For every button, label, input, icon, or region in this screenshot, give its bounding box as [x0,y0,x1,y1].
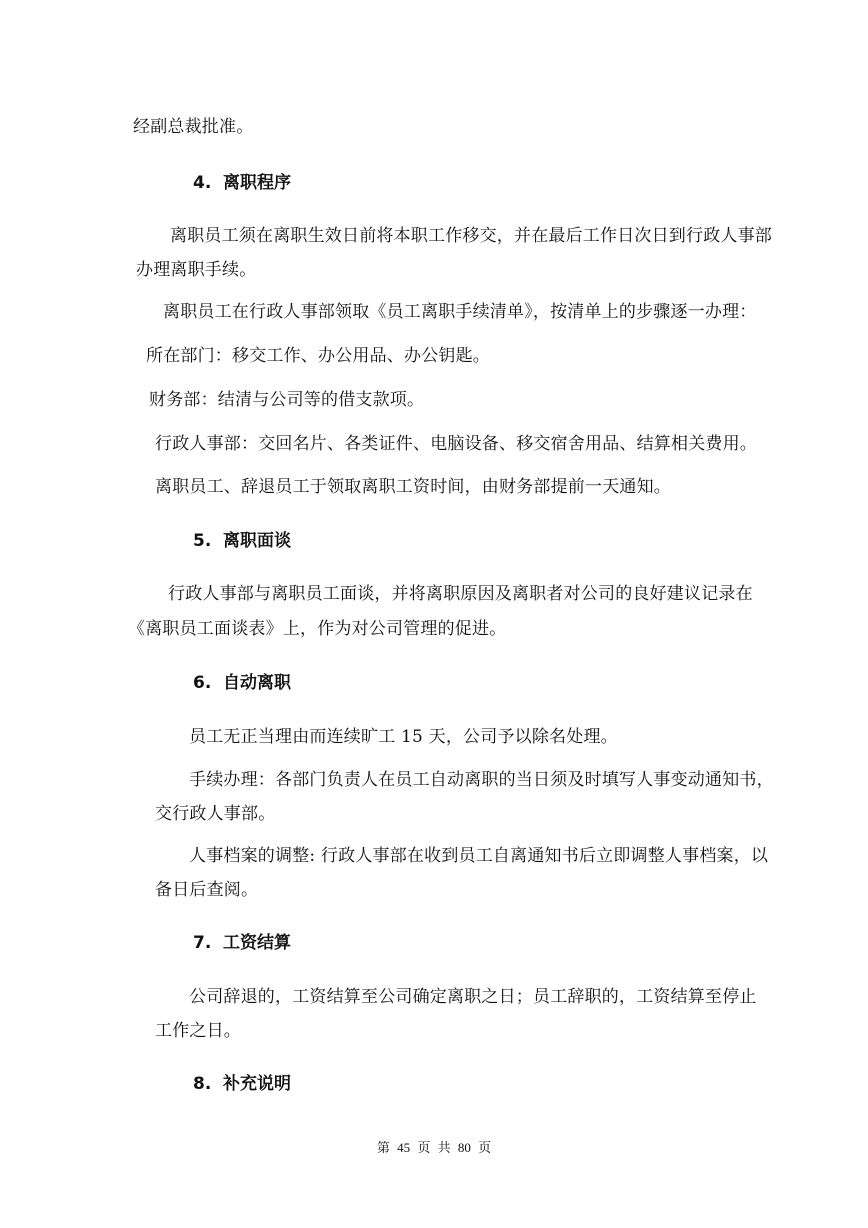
section-title: 离职面谈 [223,531,291,551]
paragraph-line: 备日后查阅。 [155,880,259,900]
paragraph-line: 离职员工须在离职生效日前将本职工作移交，并在最后工作日次日到行政人事部 [170,226,772,246]
paragraph-line: 行政人事部：交回名片、各类证件、电脑设备、移交宿舍用品、结算相关费用。 [155,434,757,454]
page-footer: 第 45 页 共 80 页 [376,1140,492,1155]
paragraph-line: 离职员工、辞退员工于领取离职工资时间，由财务部提前一天通知。 [155,477,671,497]
section-heading-7 [193,932,291,954]
section-heading-4 [193,172,291,194]
section-number: 6. [193,673,212,693]
section-heading-6 [193,672,291,694]
paragraph-line: 经副总裁批准。 [133,117,254,137]
paragraph-line: 人事档案的调整: 行政人事部在收到员工自离通知书后立即调整人事档案，以 [189,846,769,866]
paragraph-line: 交行政人事部。 [155,804,276,824]
section-title: 补充说明 [223,1074,291,1094]
paragraph-line: 工作之日。 [155,1021,241,1041]
paragraph-line: 所在部门：移交工作、办公用品、办公钥匙。 [146,346,490,366]
paragraph-line: 公司辞退的，工资结算至公司确定离职之日；员工辞职的，工资结算至停止 [189,987,757,1007]
paragraph-line: 手续办理：各部门负责人在员工自动离职的当日须及时填写人事变动通知书， [189,770,774,790]
section-title: 自动离职 [223,673,291,693]
section-number: 7. [193,933,212,953]
section-heading-5 [193,530,291,552]
section-number: 8. [193,1074,212,1094]
paragraph-line: 财务部：结清与公司等的借支款项。 [149,390,425,410]
paragraph-line: 离职员工在行政人事部领取《员工离职手续清单》，按清单上的步骤逐一办理： [163,302,757,322]
section-heading-8 [193,1073,291,1095]
section-title: 工资结算 [223,933,291,953]
section-number: 4. [193,173,212,193]
section-number: 5. [193,531,212,551]
section-title: 离职程序 [223,173,291,193]
paragraph-line: 员工无正当理由而连续旷工 15 天，公司予以除名处理。 [189,727,618,747]
paragraph-line: 办理离职手续。 [136,260,257,280]
paragraph-line: 行政人事部与离职员工面谈，并将离职原因及离职者对公司的良好建议记录在 [168,584,753,604]
paragraph-line: 《离职员工面谈表》上，作为对公司管理的促进。 [128,619,507,639]
